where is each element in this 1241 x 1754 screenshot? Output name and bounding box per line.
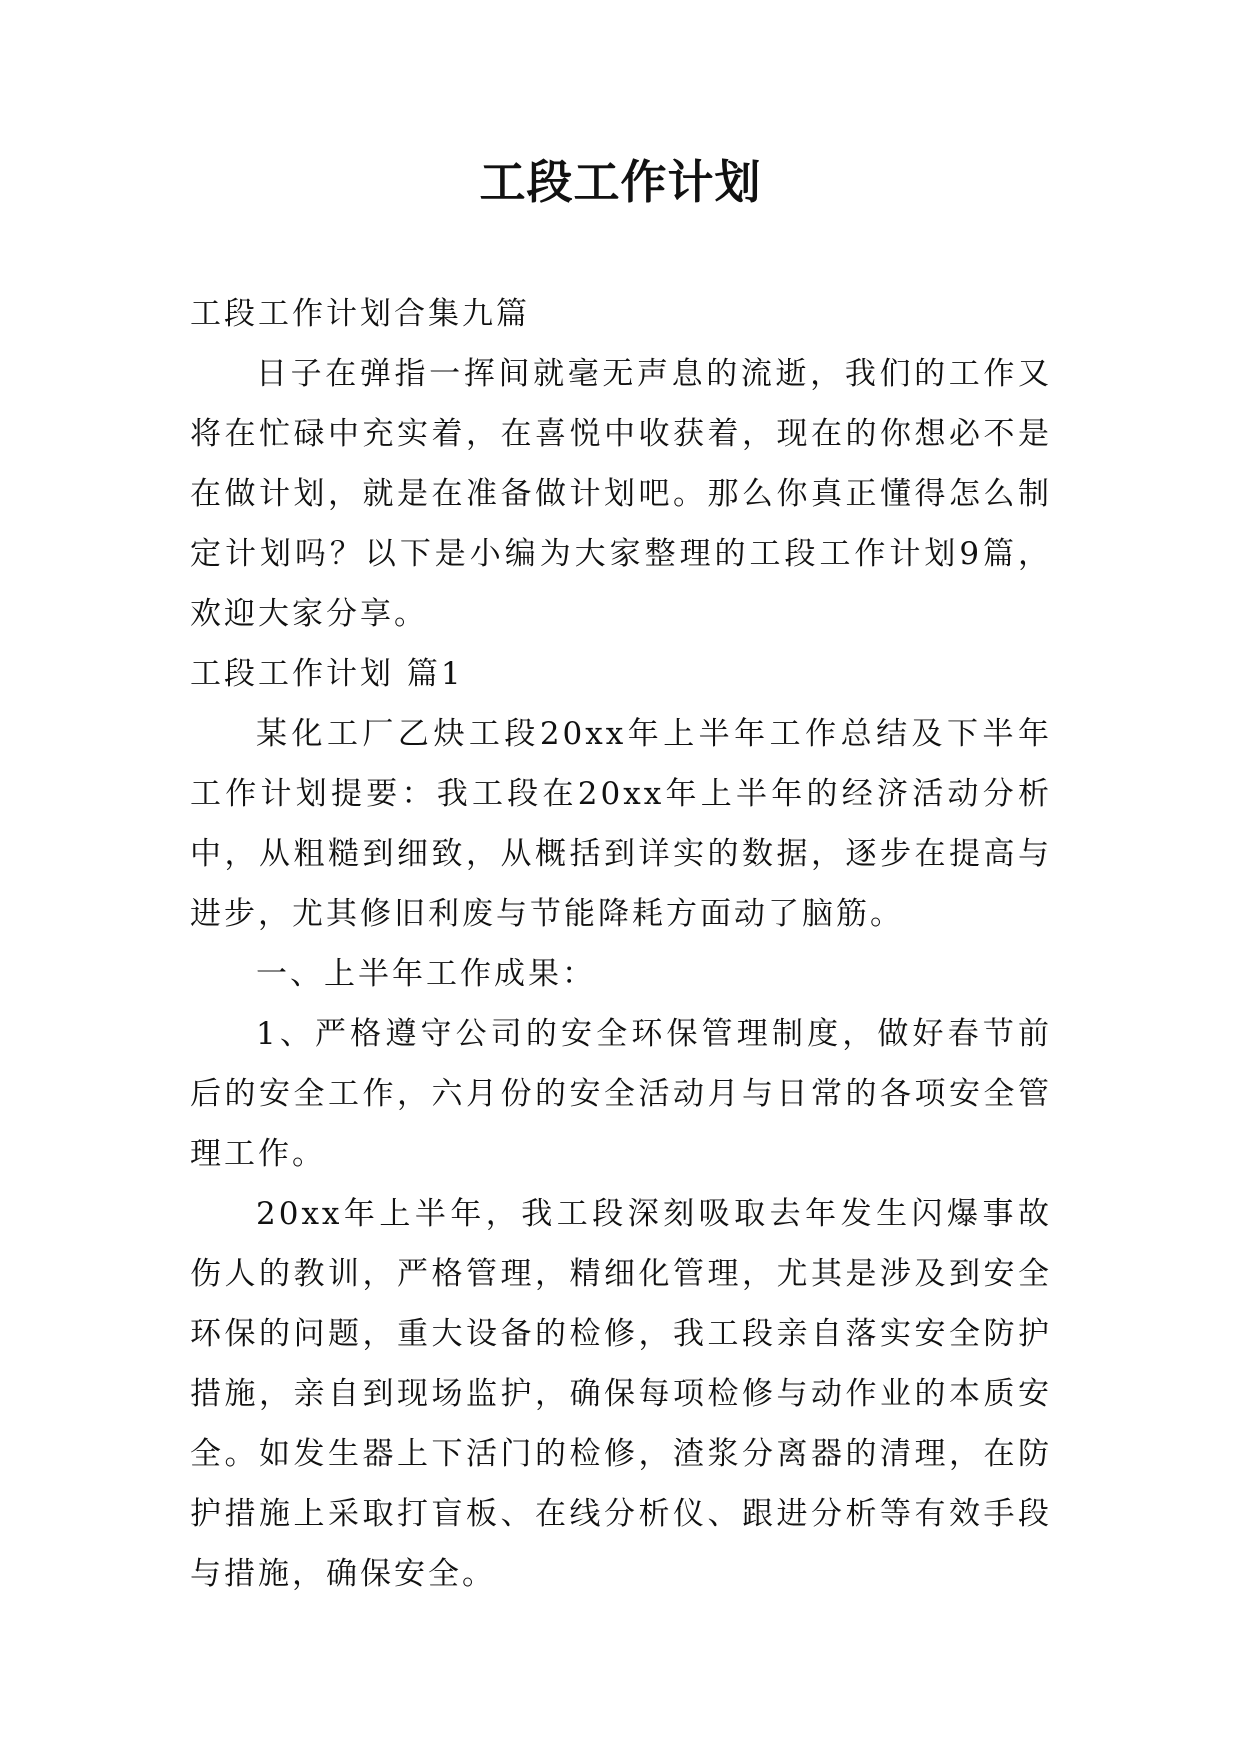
subsection-heading: 一、上半年工作成果： — [256, 956, 596, 992]
intro-paragraph: 日子在弹指一挥间就毫无声息的流逝，我们的工作又将在忙碌中充实着，在喜悦中收获着，现在的你想必不是在做计划，就是在准备做计划吧。那么你真正懂得怎么制定计划吗？以下是小编为大家整理的工段工作计划9篇，欢迎大家分享。 — [190, 356, 1052, 632]
summary-paragraph: 某化工厂乙炔工段20xx年上半年工作总结及下半年工作计划提要：我工段在20xx年上半年的经济活动分析中，从粗糙到细致，从概括到详实的数据，逐步在提高与进步，尤其修旧利废与节能降耗方面动了脑筋。 — [190, 716, 1052, 932]
document-body — [190, 284, 1052, 1604]
list-item-paragraph: 1、严格遵守公司的安全环保管理制度，做好春节前后的安全工作，六月份的安全活动月与日常的各项安全管理工作。 — [190, 1016, 1052, 1172]
section-heading: 工段工作计划 篇1 — [190, 656, 464, 692]
detail-paragraph: 20xx年上半年，我工段深刻吸取去年发生闪爆事故伤人的教训，严格管理，精细化管理，尤其是涉及到安全环保的问题，重大设备的检修，我工段亲自落实安全防护措施，亲自到现场监护，确保每项检修与动作业的本质安全。如发生器上下活门的检修，渣浆分离器的清理，在防护措施上采取打盲板、在线分析仪、跟进分析等有效手段与措施，确保安全。 — [190, 1196, 1052, 1592]
document-title: 工段工作计划 — [479, 155, 762, 209]
subtitle-paragraph: 工段工作计划合集九篇 — [190, 296, 530, 332]
